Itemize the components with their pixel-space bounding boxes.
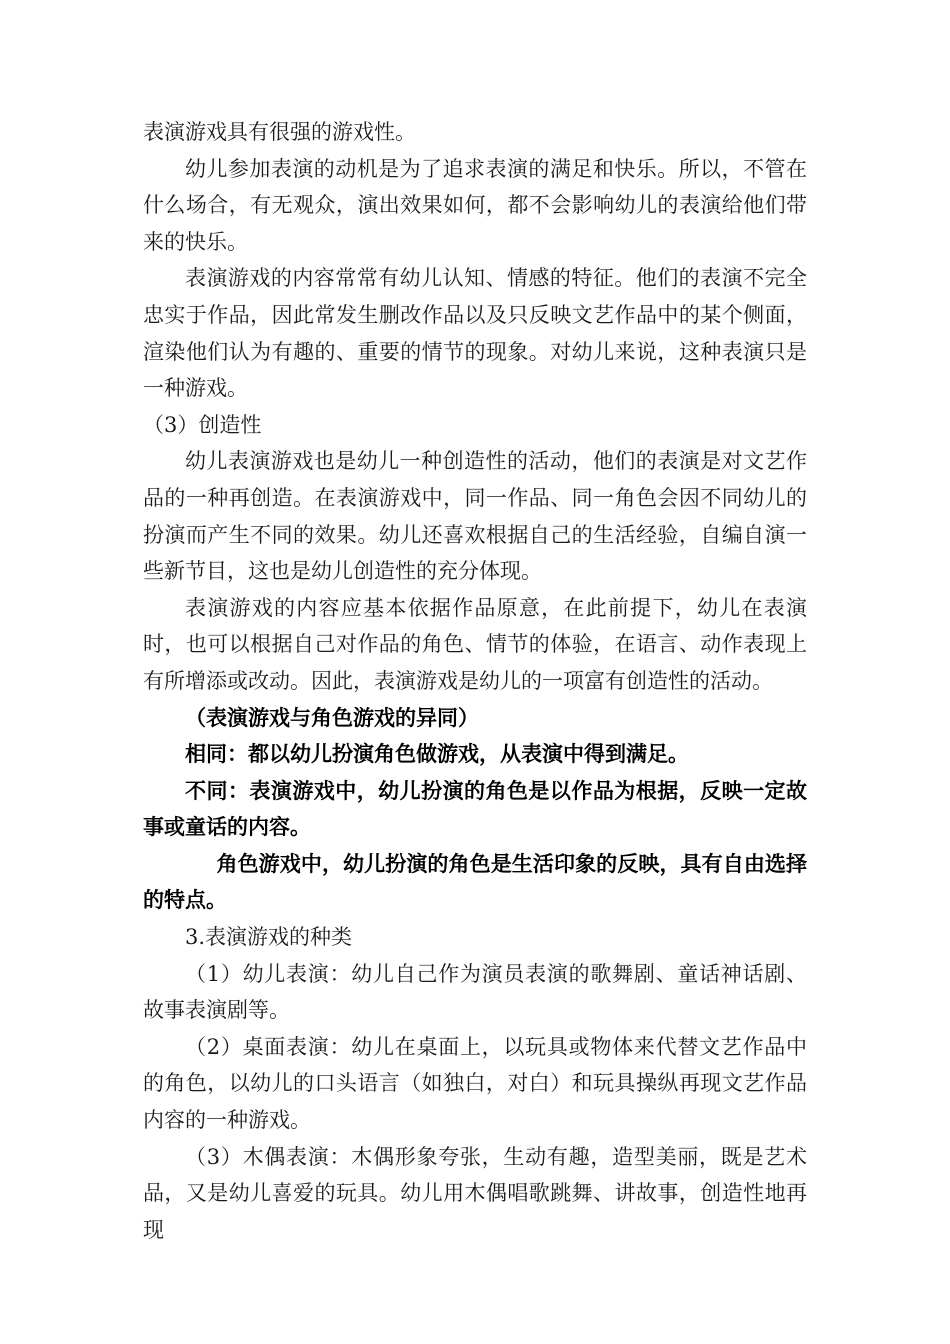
paragraph-content-features: 表演游戏的内容常常有幼儿认知、情感的特征。他们的表演不完全忠实于作品，因此常发生删改作品以及只反映文艺作品中的某个侧面，渲染他们认为有趣的、重要的情节的现象。对幼儿来说，这种表演只是一种游戏。	[143, 266, 807, 401]
paragraph-creative-activity: 幼儿表演游戏也是幼儿一种创造性的活动，他们的表演是对文艺作品的一种再创造。在表演游戏中，同一作品、同一角色会因不同幼儿的扮演而产生不同的效果。幼儿还喜欢根据自己的生活经验，自编自演一些新节目，这也是幼儿创造性的充分体现。	[143, 449, 807, 584]
paragraph-game-nature: 表演游戏具有很强的游戏性。	[143, 120, 416, 144]
heading-creativity: （3）创造性	[143, 412, 262, 437]
heading-comparison: （表演游戏与角色游戏的异同）	[185, 704, 479, 730]
paragraph-content-basis: 表演游戏的内容应基本依据作品原意，在此前提下，幼儿在表演时，也可以根据自己对作品的角色、情节的体验，在语言、动作表现上有所增添或改动。因此，表演游戏是幼儿的一项富有创造性的活动。	[143, 595, 807, 693]
paragraph-puppet-performance: （3）木偶表演：木偶形象夸张，生动有趣，造型美丽，既是艺术品，又是幼儿喜爱的玩具。幼儿用木偶唱歌跳舞、讲故事，创造性地再现	[143, 1144, 807, 1242]
paragraph-similarity: 相同：都以幼儿扮演角色做游戏，从表演中得到满足。	[185, 741, 689, 767]
heading-game-types: 3.表演游戏的种类	[185, 925, 353, 950]
paragraph-child-performance: （1）幼儿表演：幼儿自己作为演员表演的歌舞剧、童话神话剧、故事表演剧等。	[143, 961, 807, 1023]
paragraph-motivation: 幼儿参加表演的动机是为了追求表演的满足和快乐。所以，不管在什么场合，有无观众，演出效果如何，都不会影响幼儿的表演给他们带来的快乐。	[143, 156, 807, 254]
paragraph-table-performance: （2）桌面表演：幼儿在桌面上，以玩具或物体来代替文艺作品中的角色，以幼儿的口头语言（如独白，对白）和玩具操纵再现文艺作品内容的一种游戏。	[143, 1034, 807, 1133]
paragraph-difference: 不同：表演游戏中，幼儿扮演的角色是以作品为根据，反映一定故事或童话的内容。	[143, 777, 807, 840]
paragraph-role-play-difference: 角色游戏中，幼儿扮演的角色是生活印象的反映，具有自由选择的特点。	[143, 850, 807, 913]
document-body	[143, 114, 807, 1248]
